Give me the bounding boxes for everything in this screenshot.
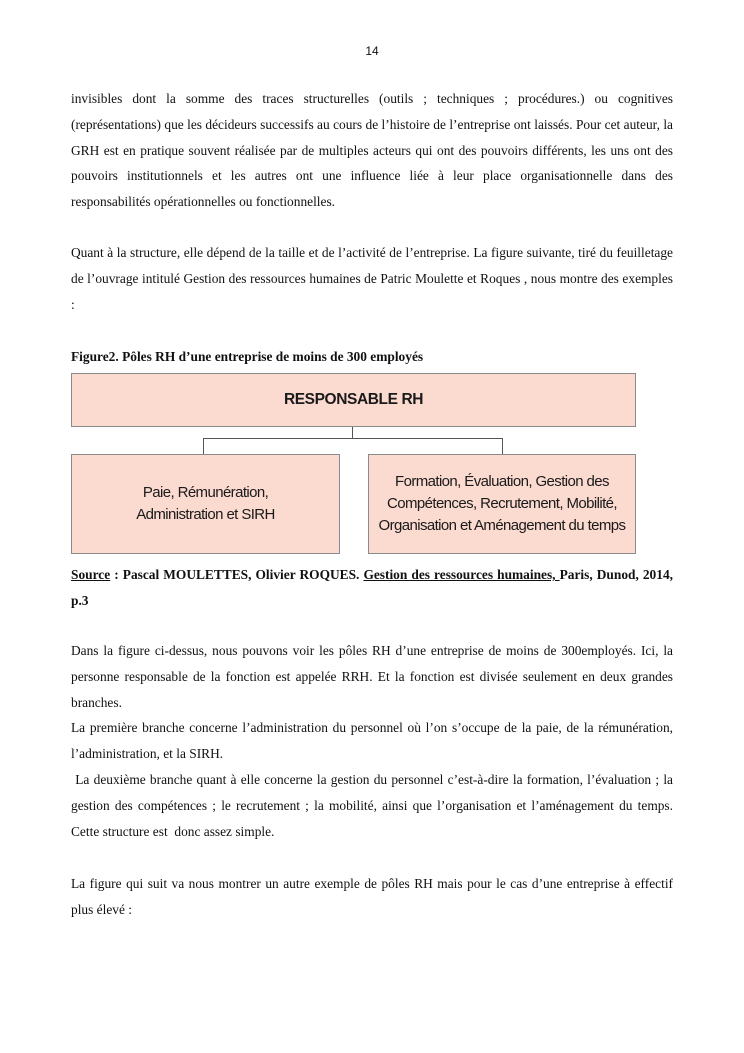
source-citation <box>71 562 673 614</box>
org-box-administration <box>71 454 340 554</box>
org-box-line: Organisation et Aménagement du temps <box>378 517 626 534</box>
org-box-gestion <box>368 454 636 554</box>
body-paragraph-4: La figure qui suit va nous montrer un autre exemple de pôles RH mais pour le cas d’une entreprise à effectif plus élevé : <box>71 876 673 917</box>
body-paragraph-2: La première branche concerne l’administration du personnel où l’on s’occupe de la paie, de la rémunération, l’administration, et la SIRH. <box>71 720 673 761</box>
figure-caption: Figure2. Pôles RH d’une entreprise de moins de 300 employés <box>71 349 424 364</box>
intro-paragraph: invisibles dont la somme des traces structurelles (outils ; techniques ; procédures.) ou cognitives (représentations) que les décideurs successifs au cours de l’histoire de l’entreprise ont laissés. Pour cet auteur, la GRH est en pratique souvent réalisée par de multiples acteurs qui ont des pouvoirs différents, les uns ont des pouvoirs institutionnels et les autres ont une influence liée à leur place organisationnelle dans des responsabilités opérationnelles ou fonctionnelles. <box>71 91 673 210</box>
source-label: Source <box>71 567 111 582</box>
org-box-line: Paie, Rémunération, <box>142 484 269 501</box>
org-box-line: Administration et SIRH <box>136 506 275 523</box>
source-separator: : <box>110 567 123 582</box>
org-box-line: Formation, Évaluation, Gestion des <box>395 473 609 490</box>
source-title: Gestion des ressources humaines, <box>363 567 560 582</box>
org-box-label: RESPONSABLE RH <box>283 391 424 408</box>
structure-paragraph: Quant à la structure, elle dépend de la taille et de l’activité de l’entreprise. La figure suivante, tiré du feuilletage de l’ouvrage intitulé Gestion des ressources humaines de Patric Moulette et Roques , nous montre des exemples : <box>71 245 673 312</box>
org-box-line: Compétences, Recrutement, Mobilité, <box>387 495 617 512</box>
connector-line <box>203 438 204 454</box>
connector-line <box>502 438 503 454</box>
source-publisher: Paris, Dunod, 2014, p.3 <box>71 567 673 608</box>
body-paragraph-1: Dans la figure ci-dessus, nous pouvons voir les pôles RH d’une entreprise de moins de 300employés. Ici, la personne responsable de la fonction est appelée RRH. Et la fonction est divisée seulement en deux grandes branches. <box>71 643 673 710</box>
connector-line <box>203 438 502 439</box>
source-authors: Pascal MOULETTES, Olivier ROQUES. <box>122 567 364 582</box>
org-box-responsable-rh <box>71 373 636 427</box>
page-number: 14 <box>365 44 379 58</box>
body-paragraph-3: La deuxième branche quant à elle concerne la gestion du personnel c’est-à-dire la formation, l’évaluation ; la gestion des compétences ; le recrutement ; la mobilité, ainsi que l’organisation et l’aménagement du temps. Cette structure est donc assez simple. <box>71 772 677 839</box>
